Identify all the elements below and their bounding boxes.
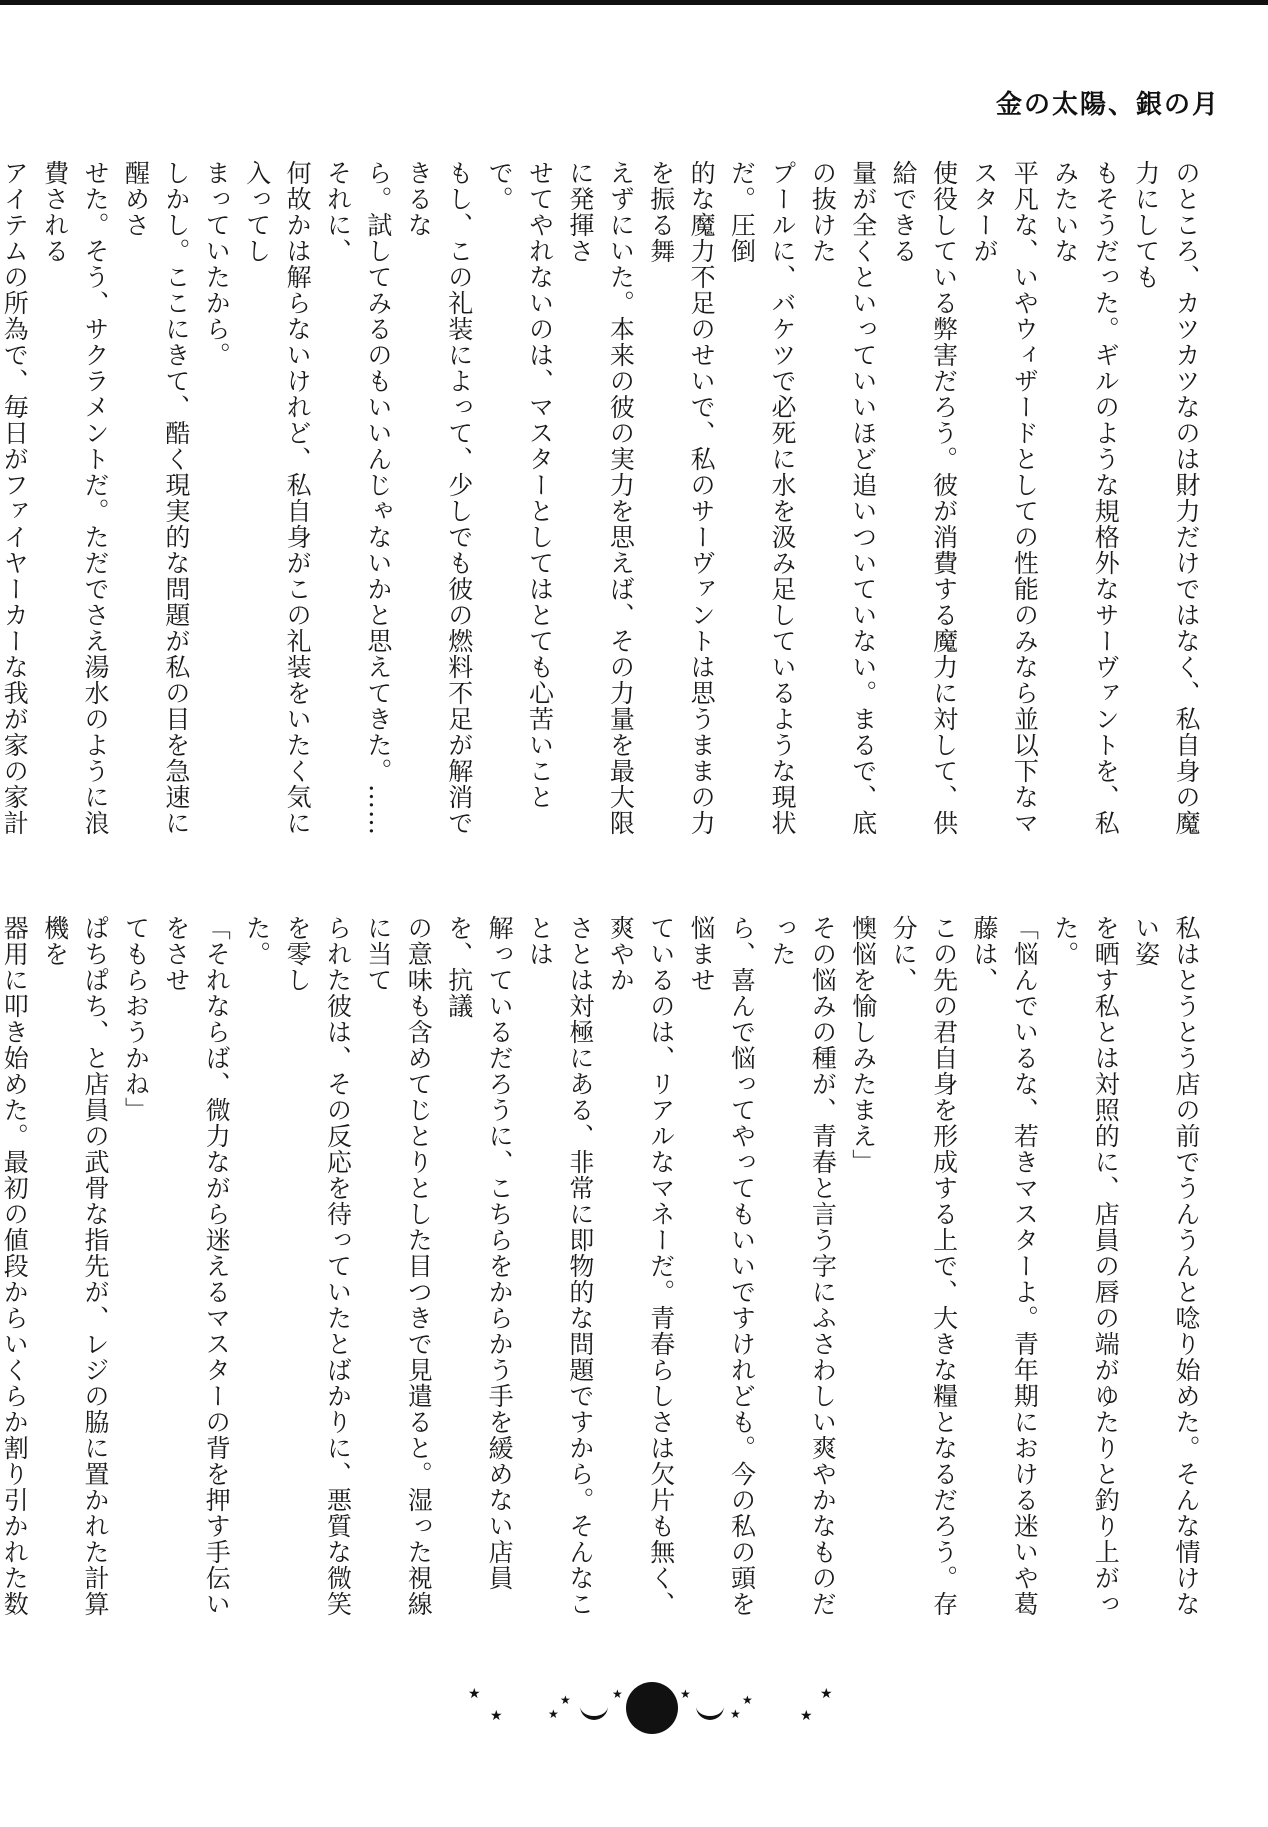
upper-text-line: アイテムの所為で、毎日がファイヤーカーな我が家の家計 xyxy=(0,160,30,836)
text-block-upper xyxy=(0,160,1206,860)
upper-text-line: 的な魔力不足のせいで、私のサーヴァントは思うままの力を振る舞 xyxy=(646,160,717,836)
lower-text-line: てもらおうかね」 xyxy=(121,915,151,1123)
top-border-rule xyxy=(0,0,1268,5)
upper-text-line: ら。試してみるのもいいんじゃないかと思えてきた。……それに、 xyxy=(323,160,393,836)
upper-text-line: もそうだった。ギルのような規格外なサーヴァントを、私みたいな xyxy=(1050,160,1121,836)
lower-text-line: の意味も含めてじとりとした目つきで見遣ると。湿った視線に当て xyxy=(363,915,434,1617)
lower-text-line: 解っているだろうに、こちらをからかう手を緩めない店員を、抗議 xyxy=(444,915,515,1591)
svg-text:★: ★ xyxy=(730,1707,741,1721)
lower-text-line: 「悩んでいるな、若きマスターよ。青年期における迷いや葛藤は、 xyxy=(969,915,1040,1617)
lower-text-line: 懊悩を愉しみたまえ」 xyxy=(848,915,878,1175)
lower-text-line: られた彼は、その反応を待っていたとばかりに、悪質な微笑を零し xyxy=(283,915,353,1617)
svg-text:★: ★ xyxy=(490,1708,503,1724)
svg-text:★: ★ xyxy=(468,1686,481,1702)
upper-text-line: せた。そう、サクラメントだ。ただでさえ湯水のように浪費される xyxy=(40,160,111,836)
lower-text-line: その悩みの種が、青春と言う字にふさわしい爽やかなものだった xyxy=(767,915,838,1617)
lower-text-line: さとは対極にある、非常に即物的な問題ですから。そんなことは xyxy=(525,915,595,1617)
svg-text:★: ★ xyxy=(612,1687,623,1701)
upper-text-line: もし、この礼装によって、少しでも彼の燃料不足が解消できるな xyxy=(404,160,474,836)
running-head-title: 金の太陽、銀の月 xyxy=(995,90,1220,120)
upper-text-line: まっていたから。 xyxy=(202,160,232,368)
text-block-lower xyxy=(0,915,1206,1635)
svg-text:★: ★ xyxy=(548,1707,559,1721)
upper-text-line: せてやれないのは、マスターとしてはとても心苦いことで。 xyxy=(485,160,555,810)
lower-text-line: を晒す私とは対照的に、店員の唇の端がゆたりと釣り上がった。 xyxy=(1050,915,1121,1617)
upper-text-line: 量が全くといっていいほど追いついていない。まるで、底の抜けた xyxy=(808,160,878,836)
moon-and-stars-divider-icon xyxy=(0,1668,1268,1748)
upper-text-line: しかし。ここにきて、酷く現実的な問題が私の目を急速に醒めさ xyxy=(121,160,191,836)
svg-text:★: ★ xyxy=(800,1708,813,1724)
lower-text-line: 「それならば、微力ながら迷えるマスターの背を押す手伝いをさせ xyxy=(161,915,232,1617)
lower-text-line: 私はとうとう店の前でうんうんと唸り始めた。そんな情けない姿 xyxy=(1131,915,1201,1617)
lower-text-line: ぱちぱち、と店員の武骨な指先が、レジの脇に置かれた計算機を xyxy=(40,915,111,1617)
svg-text:★: ★ xyxy=(560,1693,571,1707)
upper-text-line: プールに、バケツで必死に水を汲み足しているような現状だ。圧倒 xyxy=(727,160,797,836)
lower-text-line: ら、喜んで悩ってやってもいいですけれども。今の私の頭を悩ませ xyxy=(687,915,757,1617)
upper-text-line: 何故かは解らないけれど、私自身がこの礼装をいたく気に入ってし xyxy=(242,160,313,836)
lower-text-line: この先の君自身を形成する上で、大きな糧となるだろう。存分に、 xyxy=(889,915,959,1617)
upper-text-line: えずにいた。本来の彼の実力を思えば、その力量を最大限に発揮さ xyxy=(565,160,636,836)
upper-text-line: のところ、カツカツなのは財力だけではなく、私自身の魔力にしても xyxy=(1131,160,1201,836)
svg-text:★: ★ xyxy=(680,1687,691,1701)
svg-text:★: ★ xyxy=(742,1693,753,1707)
svg-text:★: ★ xyxy=(820,1686,833,1702)
lower-text-line: 器用に叩き始めた。最初の値段からいくらか割り引かれた数 xyxy=(0,915,30,1617)
lower-text-line: た。 xyxy=(242,915,272,967)
upper-text-line: 使役している弊害だろう。彼が消費する魔力に対して、供給できる xyxy=(889,160,959,836)
lower-text-line: ているのは、リアルなマネーだ。青春らしさは欠片も無く、爽やか xyxy=(606,915,676,1617)
upper-text-line: 平凡な、いやウィザードとしての性能のみなら並以下なマスターが xyxy=(969,160,1040,836)
